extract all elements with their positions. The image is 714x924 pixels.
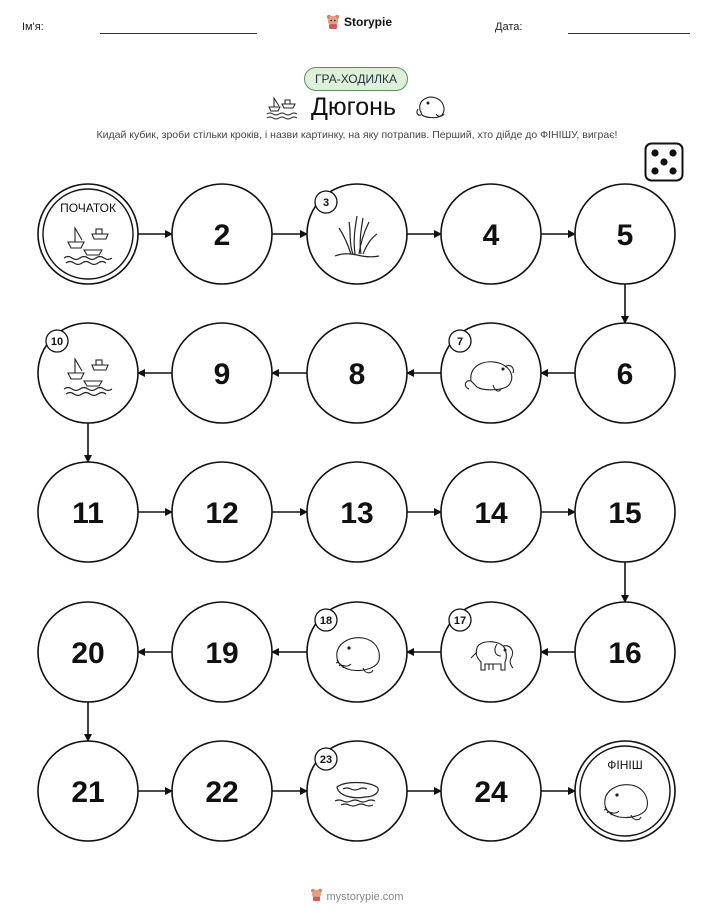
- space-number: 23: [319, 754, 333, 766]
- board-space-10: [38, 323, 138, 423]
- board-space-16: [575, 602, 675, 702]
- board-cells: [38, 184, 675, 841]
- date-label: Дата:: [495, 21, 523, 33]
- space-number: 5: [616, 219, 634, 252]
- board-space-24: [441, 741, 541, 841]
- space-number: 22: [205, 776, 239, 809]
- start-label: ПОЧАТОК: [60, 201, 116, 215]
- brand-name: Storypie: [344, 15, 393, 29]
- board-space-4: [441, 184, 541, 284]
- board-space-15: [575, 462, 675, 562]
- space-circle: [575, 741, 675, 841]
- space-number: 20: [71, 637, 105, 670]
- board-space-13: [307, 462, 407, 562]
- space-number: 8: [348, 358, 366, 391]
- space-number: 6: [616, 358, 634, 391]
- board-space-12: [172, 462, 272, 562]
- bear-footer-icon: [310, 888, 323, 902]
- board-space-11: [38, 462, 138, 562]
- space-number: 16: [608, 637, 642, 670]
- board-space-20: [38, 602, 138, 702]
- space-number: 4: [482, 219, 500, 252]
- space-number: 17: [453, 615, 467, 627]
- instructions: Кидай кубик, зроби стільки кроків, і назви картинку, на яку потрапив. Перший, хто дійде до ФІНІШУ, виграє!: [96, 129, 618, 141]
- space-number: 13: [340, 497, 374, 530]
- space-number: 11: [72, 497, 104, 530]
- space-number: 12: [205, 497, 239, 530]
- space-number: 3: [322, 197, 330, 209]
- board-space-6: [575, 323, 675, 423]
- name-label: Ім'я:: [22, 21, 44, 33]
- space-number: 15: [608, 497, 642, 530]
- board-space-19: [172, 602, 272, 702]
- board-space-8: [307, 323, 407, 423]
- space-number: 2: [213, 219, 231, 252]
- finish-space: [575, 741, 675, 841]
- space-number: 10: [50, 336, 64, 348]
- footer-url: mystorypie.com: [326, 891, 404, 903]
- start-space: [38, 184, 138, 284]
- finish-label: ФІНІШ: [607, 758, 643, 772]
- page-title: Дюгонь: [311, 93, 396, 121]
- space-number: 19: [205, 637, 239, 670]
- board-space-5: [575, 184, 675, 284]
- space-number: 24: [474, 776, 508, 809]
- board-space-3: [307, 184, 407, 284]
- board-space-21: [38, 741, 138, 841]
- space-number: 14: [474, 497, 508, 530]
- board-space-17: [441, 602, 541, 702]
- space-number: 18: [319, 615, 333, 627]
- space-number: 21: [71, 776, 105, 809]
- footer: [0, 888, 714, 903]
- board-space-18: [307, 602, 407, 702]
- board-space-7: [441, 323, 541, 423]
- board-space-14: [441, 462, 541, 562]
- board-space-2: [172, 184, 272, 284]
- board-space-23: [307, 741, 407, 841]
- space-circle: [38, 184, 138, 284]
- space-number: 9: [213, 358, 231, 391]
- space-number: 7: [456, 336, 464, 348]
- board-space-9: [172, 323, 272, 423]
- board-space-22: [172, 741, 272, 841]
- game-type-badge: ГРА-ХОДИЛКА: [304, 67, 408, 91]
